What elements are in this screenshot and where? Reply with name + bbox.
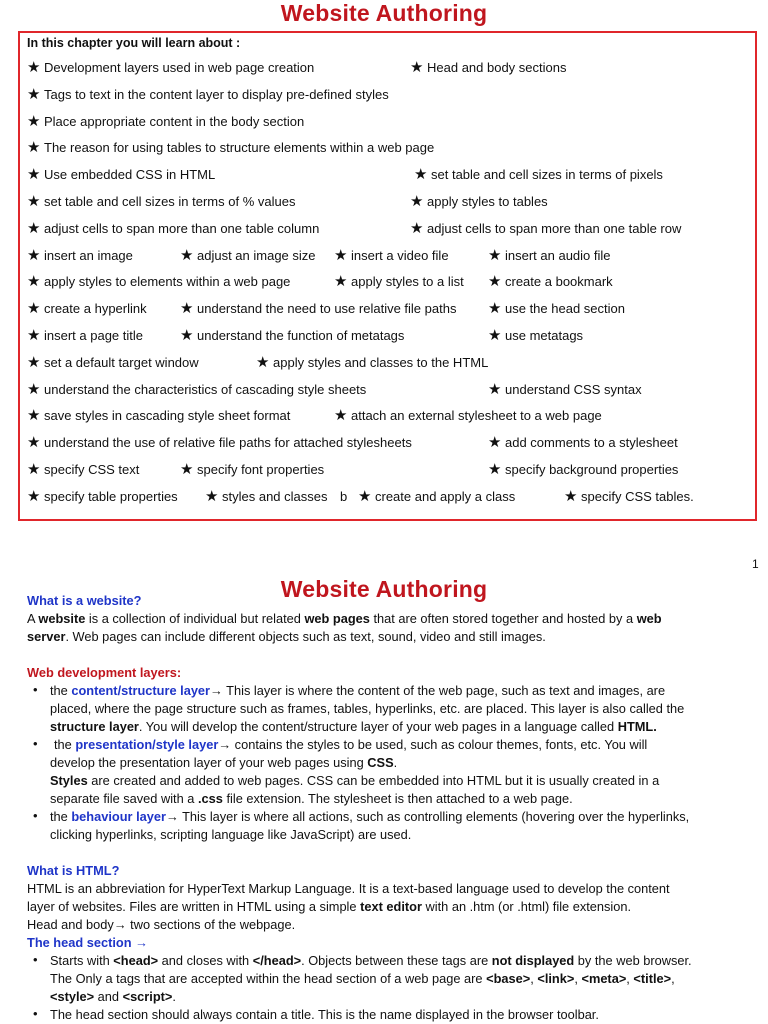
layer1-line-3: structure layer. You will develop the content/structure layer of your web pages in a language called HTML. — [50, 719, 657, 734]
objective-text: adjust an image size — [197, 247, 316, 263]
objective-text: specify table properties — [44, 488, 178, 504]
layer2-line-1: the presentation/style layer→ contains the styles to be used, such as colour themes, fonts, etc. You will — [54, 737, 648, 752]
star-icon: ★ — [27, 353, 41, 371]
objective-text: understand the need to use relative file paths — [197, 301, 457, 317]
page2-title: Website Authoring — [280, 576, 488, 602]
star-icon: ★ — [334, 246, 348, 264]
html-line-3: Head and body→ two sections of the webpage. — [27, 917, 296, 932]
objective-item — [334, 408, 602, 423]
objective-row — [0, 248, 768, 268]
layers-heading: Web development layers: — [27, 665, 182, 680]
objective-item — [180, 328, 404, 343]
objective-item — [334, 248, 449, 263]
objective-item — [27, 382, 366, 397]
objective-row — [0, 194, 768, 214]
objective-item — [27, 87, 389, 102]
arrow-icon: → — [165, 809, 179, 824]
objective-item — [27, 167, 215, 182]
objective-item — [27, 301, 147, 316]
star-icon: ★ — [488, 246, 502, 264]
star-icon: ★ — [27, 85, 41, 103]
objective-item — [27, 408, 290, 423]
star-icon: ★ — [205, 487, 219, 505]
star-icon: ★ — [27, 487, 41, 505]
objective-row — [0, 435, 768, 455]
objective-text: Head and body sections — [427, 60, 567, 75]
star-icon: ★ — [27, 434, 41, 452]
star-icon: ★ — [488, 380, 502, 398]
star-icon: ★ — [27, 139, 41, 157]
objective-text: understand the characteristics of cascading style sheets — [44, 381, 367, 397]
star-icon: ★ — [334, 273, 348, 291]
objective-row — [0, 274, 768, 294]
objective-text: apply styles to tables — [427, 194, 548, 209]
objective-text: set table and cell sizes in terms of % values — [44, 194, 296, 209]
star-icon: ★ — [27, 166, 41, 184]
arrow-icon: → — [218, 737, 232, 752]
bullet-icon: • — [33, 1006, 38, 1021]
layer1-line-2: placed, where the page structure such as frames, tables, hyperlinks, etc. are placed. This layer is also called the — [50, 701, 685, 716]
objective-text: set table and cell sizes in terms of pixels — [431, 167, 663, 183]
head-bullet-2: The head section should always contain a title. This is the name displayed in the browser toolbar. — [50, 1007, 599, 1022]
objective-row — [0, 408, 768, 428]
stray-text: b — [340, 488, 348, 504]
objective-item — [410, 194, 548, 209]
objective-text: insert a page title — [44, 328, 144, 343]
objective-text: specify CSS tables. — [581, 488, 694, 504]
star-icon: ★ — [27, 273, 41, 291]
layer3-line-1: the behaviour layer→ This layer is where all actions, such as controlling elements (hovering over the hyperlinks, — [50, 809, 690, 824]
objective-text: apply styles to elements within a web page — [44, 274, 291, 290]
objective-item — [410, 60, 566, 75]
objective-row — [0, 140, 768, 160]
objective-text: attach an external stylesheet to a web page — [351, 408, 602, 424]
star-icon: ★ — [488, 461, 502, 478]
objective-text: create a hyperlink — [44, 301, 147, 317]
layer2-line-2: develop the presentation layer of your web pages using CSS. — [50, 755, 398, 770]
objective-item — [180, 248, 316, 263]
star-icon: ★ — [488, 434, 502, 452]
star-icon: ★ — [180, 246, 194, 264]
star-icon: ★ — [27, 193, 41, 210]
objective-item — [27, 489, 178, 504]
objective-item — [414, 167, 663, 182]
objective-item — [358, 489, 515, 504]
objective-text: insert an image — [44, 247, 133, 263]
star-icon: ★ — [256, 353, 270, 371]
objective-text: use the head section — [505, 301, 625, 317]
objective-row — [0, 489, 768, 509]
objective-text: specify CSS text — [44, 462, 140, 477]
bullet-icon: • — [33, 736, 38, 751]
head-bullet-1: Starts with <head> and closes with </head>. Objects between these tags are not displayed by the web browser. — [50, 953, 692, 968]
star-icon: ★ — [410, 59, 424, 76]
objective-text: create a bookmark — [505, 274, 613, 290]
objective-text: save styles in cascading style sheet format — [44, 408, 291, 424]
objective-text: The reason for using tables to structure elements within a web page — [44, 140, 435, 156]
objective-item — [27, 274, 290, 289]
objectives-heading: In this chapter you will learn about : — [27, 36, 241, 50]
objective-item — [27, 114, 304, 129]
objective-text: add comments to a stylesheet — [505, 435, 678, 451]
objective-text: styles and classes — [222, 488, 328, 504]
website-heading: What is a website? — [27, 593, 142, 608]
objective-text: Tags to text in the content layer to display pre-defined styles — [44, 86, 389, 102]
html-heading: What is HTML? — [27, 863, 120, 878]
objective-row — [0, 355, 768, 375]
objective-item — [488, 328, 583, 343]
objective-row — [0, 221, 768, 241]
objective-row — [0, 328, 768, 348]
objective-item — [27, 194, 295, 209]
star-icon: ★ — [27, 59, 41, 76]
objective-text: adjust cells to span more than one table row — [427, 220, 682, 236]
star-icon: ★ — [27, 300, 41, 318]
objective-row — [0, 301, 768, 321]
website-paragraph-line-2: server. Web pages can include different objects such as text, sound, video and still images. — [27, 629, 546, 644]
star-icon: ★ — [27, 380, 41, 398]
star-icon: ★ — [358, 487, 372, 505]
objective-item — [488, 301, 625, 316]
objective-item — [205, 489, 328, 504]
head-section-heading: The head section → — [27, 935, 148, 950]
star-icon: ★ — [27, 461, 41, 478]
layer1-line-1: the content/structure layer→ This layer is where the content of the web page, such as text and images, are — [50, 683, 666, 698]
star-icon: ★ — [27, 327, 41, 344]
star-icon: ★ — [180, 461, 194, 478]
objective-item — [564, 489, 694, 504]
star-icon: ★ — [180, 300, 194, 318]
page-title: Website Authoring — [280, 0, 488, 26]
objective-item — [27, 60, 314, 75]
objective-item — [180, 462, 324, 477]
objective-text: understand the function of metatags — [197, 328, 405, 343]
star-icon: ★ — [488, 300, 502, 318]
objective-text: Development layers used in web page creation — [44, 60, 315, 75]
star-icon: ★ — [27, 219, 41, 237]
objective-row — [0, 382, 768, 402]
objective-text: understand CSS syntax — [505, 381, 642, 397]
html-line-2: layer of websites. Files are written in HTML using a simple text editor with an .htm (or .html) file extension. — [27, 899, 632, 914]
page-number: 1 — [752, 557, 759, 571]
layer3-line-2: clicking hyperlinks, scripting language like JavaScript) are used. — [50, 827, 412, 842]
layer2-line-4: separate file saved with a .css file extension. The stylesheet is then attached to a web page. — [50, 791, 573, 806]
objective-text: Place appropriate content in the body section — [44, 113, 305, 129]
objective-item — [488, 435, 678, 450]
objective-text: understand the use of relative file paths for attached stylesheets — [44, 435, 412, 451]
objective-item — [488, 462, 678, 477]
objective-item — [27, 140, 434, 155]
html-line-1: HTML is an abbreviation for HyperText Markup Language. It is a text-based language used to develop the content — [27, 881, 670, 896]
objective-item — [334, 274, 464, 289]
star-icon: ★ — [410, 219, 424, 237]
objective-text: use metatags — [505, 328, 584, 343]
layer2-line-3: Styles are created and added to web pages. CSS can be embedded into HTML but it is usually created in a — [50, 773, 660, 788]
arrow-icon: → — [113, 917, 127, 932]
objective-text: specify background properties — [505, 462, 679, 477]
objective-row — [0, 60, 768, 80]
star-icon: ★ — [180, 327, 194, 344]
head-bullet-1-line-2: The Only a tags that are accepted within the head section of a web page are <base>, <link>, <meta>, <title>, — [50, 971, 675, 986]
star-icon: ★ — [414, 166, 428, 184]
objective-row — [0, 462, 768, 482]
star-icon: ★ — [27, 407, 41, 425]
star-icon: ★ — [564, 487, 578, 505]
star-icon: ★ — [27, 112, 41, 130]
arrow-icon: → — [210, 683, 223, 698]
objective-item — [27, 462, 139, 477]
objective-text: specify font properties — [197, 462, 325, 477]
bullet-icon: • — [33, 682, 38, 697]
star-icon: ★ — [410, 193, 424, 210]
objective-text: insert an audio file — [505, 247, 611, 263]
objective-text: set a default target window — [44, 354, 199, 370]
objective-item — [256, 355, 488, 370]
star-icon: ★ — [334, 407, 348, 425]
objective-text: create and apply a class — [375, 488, 516, 504]
objective-text: apply styles and classes to the HTML — [273, 354, 489, 370]
objective-item — [27, 355, 199, 370]
objective-row — [0, 167, 768, 187]
objective-text: apply styles to a list — [351, 274, 464, 290]
star-icon: ★ — [488, 327, 502, 344]
objective-item — [27, 435, 412, 450]
objective-item — [488, 274, 613, 289]
objective-row — [0, 87, 768, 107]
head-bullet-1-line-3: <style> and <script>. — [50, 989, 176, 1004]
bullet-icon: • — [33, 808, 38, 823]
bullet-icon: • — [33, 952, 38, 967]
objective-item — [27, 328, 143, 343]
star-icon: ★ — [488, 273, 502, 291]
star-icon: ★ — [27, 246, 41, 264]
objective-row — [0, 114, 768, 134]
objective-item — [488, 382, 642, 397]
objective-item — [27, 248, 133, 263]
website-paragraph-line-1: A website is a collection of individual but related web pages that are often stored together and hosted by a web — [27, 611, 662, 626]
arrow-icon: → — [135, 935, 148, 950]
objective-text: Use embedded CSS in HTML — [44, 167, 216, 183]
objective-item — [27, 221, 319, 236]
objective-item — [488, 248, 611, 263]
objective-text: insert a video file — [351, 247, 449, 263]
objective-item — [180, 301, 456, 316]
objective-item — [410, 221, 681, 236]
objective-text: adjust cells to span more than one table column — [44, 220, 320, 236]
